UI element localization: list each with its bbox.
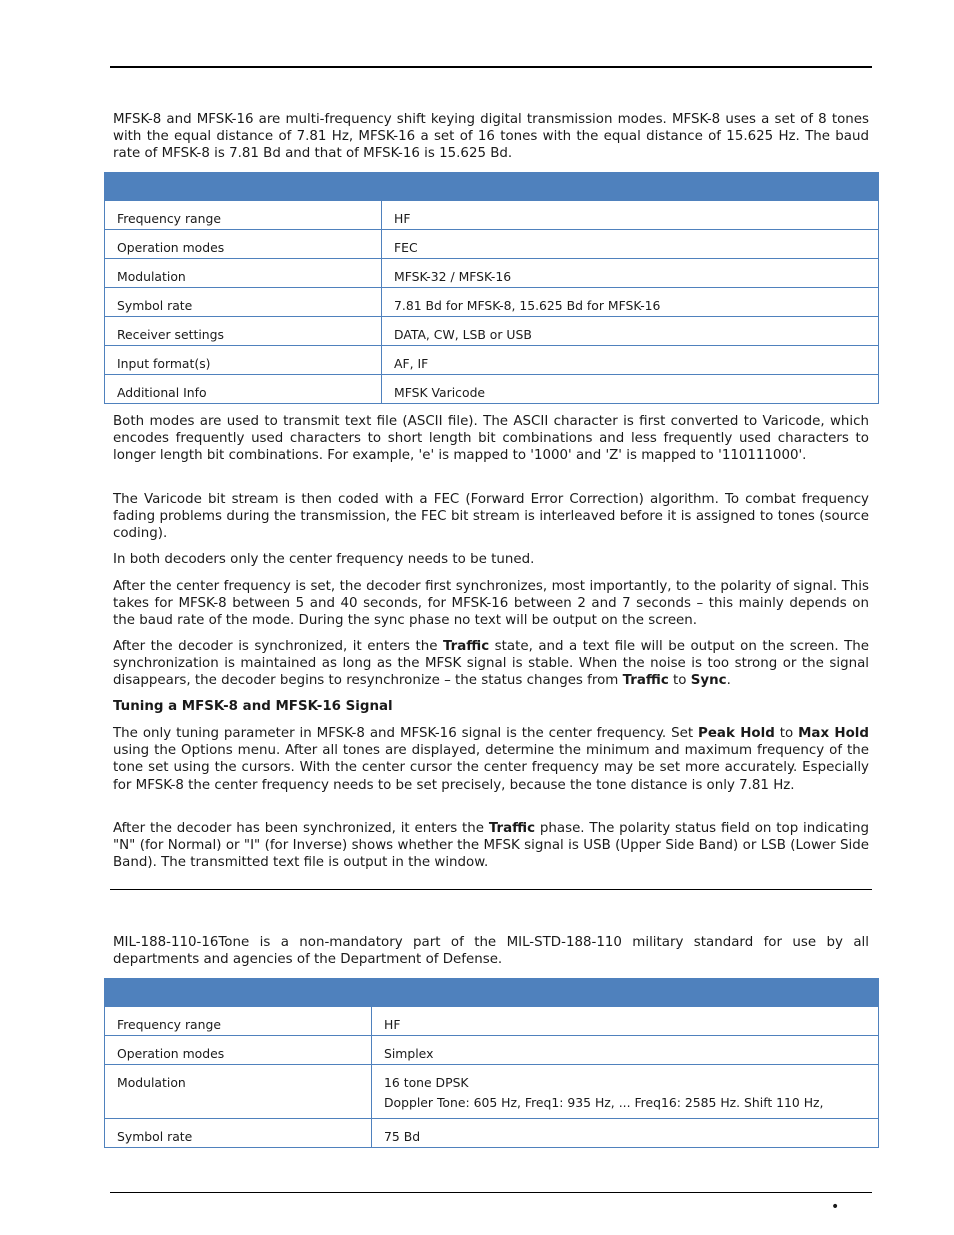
table-row — [105, 230, 879, 259]
param-value: Simplex — [384, 1046, 434, 1061]
footer-rule — [110, 1192, 872, 1193]
param-label: Receiver settings — [117, 327, 224, 342]
param-value: FEC — [394, 240, 418, 255]
footer-bullet: • — [831, 1199, 840, 1215]
table-header-row — [105, 173, 879, 201]
param-value: 16 tone DPSK — [384, 1075, 469, 1090]
param-value: DATA, CW, LSB or USB — [394, 327, 532, 342]
param-label: Modulation — [117, 269, 186, 284]
traffic-term: Traffic — [488, 821, 536, 836]
param-label: Modulation — [117, 1075, 186, 1090]
param-value: MFSK-32 / MFSK-16 — [394, 269, 512, 284]
varicode-paragraph: Both modes are used to transmit text file (ASCII file). The ASCII character is first converted to Varicode, which encodes frequently used characters to short length bit combinations and less frequently used characters to longer length bit combinations. For example, 'e' is mapped to '1000' and 'Z' is mapped to '110111000'. — [113, 414, 869, 464]
sync-paragraph: After the center frequency is set, the decoder first synchronizes, most importantly, to the polarity of signal. This takes for MFSK-8 between 5 and 40 seconds, for MFSK-16 between 2 and 7 seconds – this mainly depends on the baud rate of the mode. During the sync phase no text will be output on the screen. — [113, 579, 869, 629]
param-label: Symbol rate — [117, 1129, 193, 1144]
param-label: Operation modes — [117, 1046, 225, 1061]
table-header-row — [105, 979, 879, 1007]
tuning-paragraph: The only tuning parameter in MFSK-8 and MFSK-16 signal is the center frequency. Set Peak Hold to Max Hold using the Options menu. After all tones are displayed, determine the minimum and maximum frequency of the tone set using the cursors. With the center cursor the center frequency may be set more accurately. Especially for MFSK-8 the center frequency needs to be set precisely, because the tone distance is only 7.81 Hz. — [113, 726, 869, 793]
table-row — [105, 1007, 879, 1036]
sync-term: Sync — [690, 673, 727, 689]
param-label: Operation modes — [117, 240, 225, 255]
param-label: Symbol rate — [117, 298, 193, 313]
polarity-paragraph: After the decoder has been synchronized, it enters the Traffic phase. The polarity status field on top indicating "N" (for Normal) or "I" (for Inverse) shows whether the MFSK signal is USB (Upper Side Band) or LSB (Lower Side Band). The transmitted text file is output in the window. — [113, 821, 869, 871]
mfsk-spec-table — [104, 172, 879, 404]
param-value: HF — [384, 1017, 401, 1032]
max-hold-term: Max Hold — [798, 726, 869, 741]
mil-spec-table — [104, 978, 879, 1148]
param-value: 75 Bd — [384, 1129, 421, 1144]
param-label: Input format(s) — [117, 356, 211, 371]
param-value: AF, IF — [394, 356, 429, 371]
param-value: HF — [394, 211, 411, 226]
peak-hold-term: Peak Hold — [698, 726, 775, 741]
fec-paragraph: The Varicode bit stream is then coded with a FEC (Forward Error Correction) algorithm. To combat frequency fading problems during the transmission, the FEC bit stream is interleaved before it is assigned to tones (source coding). — [113, 492, 869, 542]
param-label: Frequency range — [117, 1017, 221, 1032]
section-rule — [110, 889, 872, 890]
center-frequency-paragraph: In both decoders only the center frequency needs to be tuned. — [113, 552, 535, 567]
table-row — [105, 288, 879, 317]
table-row — [105, 1065, 879, 1119]
param-value: MFSK Varicode — [394, 385, 486, 400]
mfsk-intro: MFSK-8 and MFSK-16 are multi-frequency shift keying digital transmission modes. MFSK-8 uses a set of 8 tones with the equal distance of 7.81 Hz, MFSK-16 a set of 16 tones with the equal distance of 15.625 Hz. The baud rate of MFSK-8 is 7.81 Bd and that of MFSK-16 is 15.625 Bd. — [113, 112, 869, 162]
param-label: Additional Info — [117, 385, 207, 400]
table-row — [105, 1036, 879, 1065]
param-label: Frequency range — [117, 211, 221, 226]
traffic-term: Traffic — [442, 639, 490, 654]
table-row — [105, 375, 879, 404]
param-value: 7.81 Bd for MFSK-8, 15.625 Bd for MFSK-16 — [394, 298, 661, 313]
tuning-heading: Tuning a MFSK-8 and MFSK-16 Signal — [113, 699, 393, 714]
table-row — [105, 346, 879, 375]
table-row — [105, 317, 879, 346]
table-row — [105, 201, 879, 230]
param-value-detail: Doppler Tone: 605 Hz, Freq1: 935 Hz, ... Freq16: 2585 Hz. Shift 110 Hz, — [384, 1095, 824, 1110]
table-row — [105, 1119, 879, 1148]
top-rule — [110, 66, 872, 68]
traffic-term: Traffic — [622, 673, 669, 689]
traffic-paragraph: After the decoder is synchronized, it enters the Traffic state, and a text file will be output on the screen. The synchronization is maintained as long as the MFSK signal is stable. When the noise is too strong or the signal disappears, the decoder begins to resynchronize – the status changes from Traffic to Sync. — [113, 639, 869, 689]
table-row — [105, 259, 879, 288]
mil-intro: MIL-188-110-16Tone is a non-mandatory part of the MIL-STD-188-110 military standard for use by all departments and agencies of the Department of Defense. — [113, 935, 869, 968]
